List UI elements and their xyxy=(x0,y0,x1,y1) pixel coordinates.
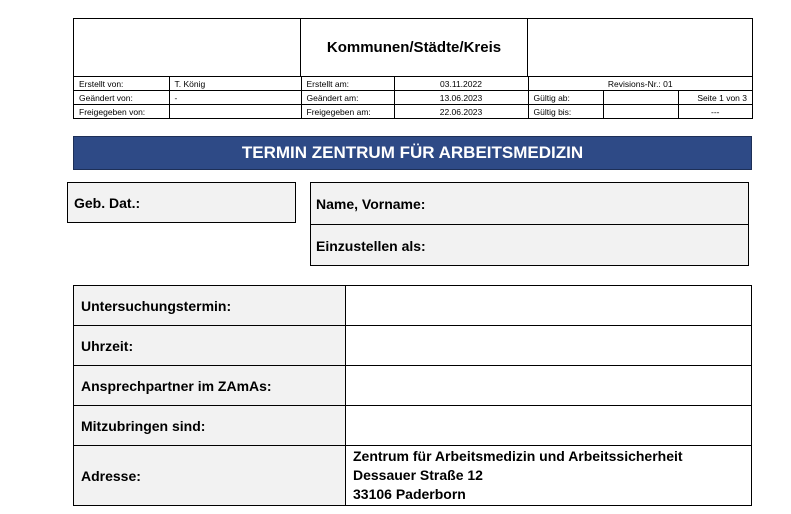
address-line-2: Dessauer Straße 12 xyxy=(353,467,483,483)
meta-row-created xyxy=(74,77,752,91)
birthdate-label: Geb. Dat.: xyxy=(74,194,141,211)
address-value xyxy=(346,446,752,506)
table-row xyxy=(74,366,752,406)
time-label: Uhrzeit: xyxy=(74,326,346,366)
table-row xyxy=(74,326,752,366)
revision-number: Revisions-Nr.: 01 xyxy=(528,77,752,91)
approved-by-value xyxy=(169,105,301,119)
valid-from-value xyxy=(603,91,678,105)
appointment-table xyxy=(73,285,752,506)
changed-by-label: Geändert von: xyxy=(74,91,169,105)
header-title: Kommunen/Städte/Kreis xyxy=(301,19,528,76)
header-meta-table xyxy=(74,77,752,118)
exam-date-value[interactable] xyxy=(346,286,752,326)
valid-until-value xyxy=(603,105,678,119)
exam-date-label: Untersuchungstermin: xyxy=(74,286,346,326)
header-right-cell xyxy=(528,19,752,76)
table-row xyxy=(74,286,752,326)
name-field[interactable] xyxy=(311,183,748,224)
approved-at-value: 22.06.2023 xyxy=(394,105,528,119)
position-label: Einzustellen als: xyxy=(316,237,426,254)
created-at-value: 03.11.2022 xyxy=(394,77,528,91)
approved-at-label: Freigegeben am: xyxy=(301,105,394,119)
position-field[interactable] xyxy=(311,224,748,266)
page-number: Seite 1 von 3 xyxy=(678,91,752,105)
meta-row-changed xyxy=(74,91,752,105)
contact-value[interactable] xyxy=(346,366,752,406)
valid-until-label: Gültig bis: xyxy=(528,105,603,119)
address-line-1: Zentrum für Arbeitsmedizin und Arbeitssicherheit xyxy=(353,448,683,464)
created-at-label: Erstellt am: xyxy=(301,77,394,91)
changed-at-label: Geändert am: xyxy=(301,91,394,105)
table-row xyxy=(74,446,752,506)
title-banner: TERMIN ZENTRUM FÜR ARBEITSMEDIZIN xyxy=(73,136,752,170)
address-label: Adresse: xyxy=(74,446,346,506)
name-label: Name, Vorname: xyxy=(316,195,426,212)
header-top-row xyxy=(74,19,752,77)
contact-label: Ansprechpartner im ZAmAs: xyxy=(74,366,346,406)
valid-until-dash: --- xyxy=(678,105,752,119)
created-by-value: T. König xyxy=(169,77,301,91)
document-header xyxy=(73,18,753,119)
valid-from-label: Gültig ab: xyxy=(528,91,603,105)
approved-by-label: Freigegeben von: xyxy=(74,105,169,119)
meta-row-approved xyxy=(74,105,752,119)
birthdate-field[interactable] xyxy=(67,182,296,223)
created-by-label: Erstellt von: xyxy=(74,77,169,91)
changed-by-value: - xyxy=(169,91,301,105)
table-row xyxy=(74,406,752,446)
bring-along-value[interactable] xyxy=(346,406,752,446)
time-value[interactable] xyxy=(346,326,752,366)
bring-along-label: Mitzubringen sind: xyxy=(74,406,346,446)
address-line-3: 33106 Paderborn xyxy=(353,486,466,502)
changed-at-value: 13.06.2023 xyxy=(394,91,528,105)
header-logo-cell xyxy=(74,19,301,76)
name-position-box xyxy=(310,182,749,266)
